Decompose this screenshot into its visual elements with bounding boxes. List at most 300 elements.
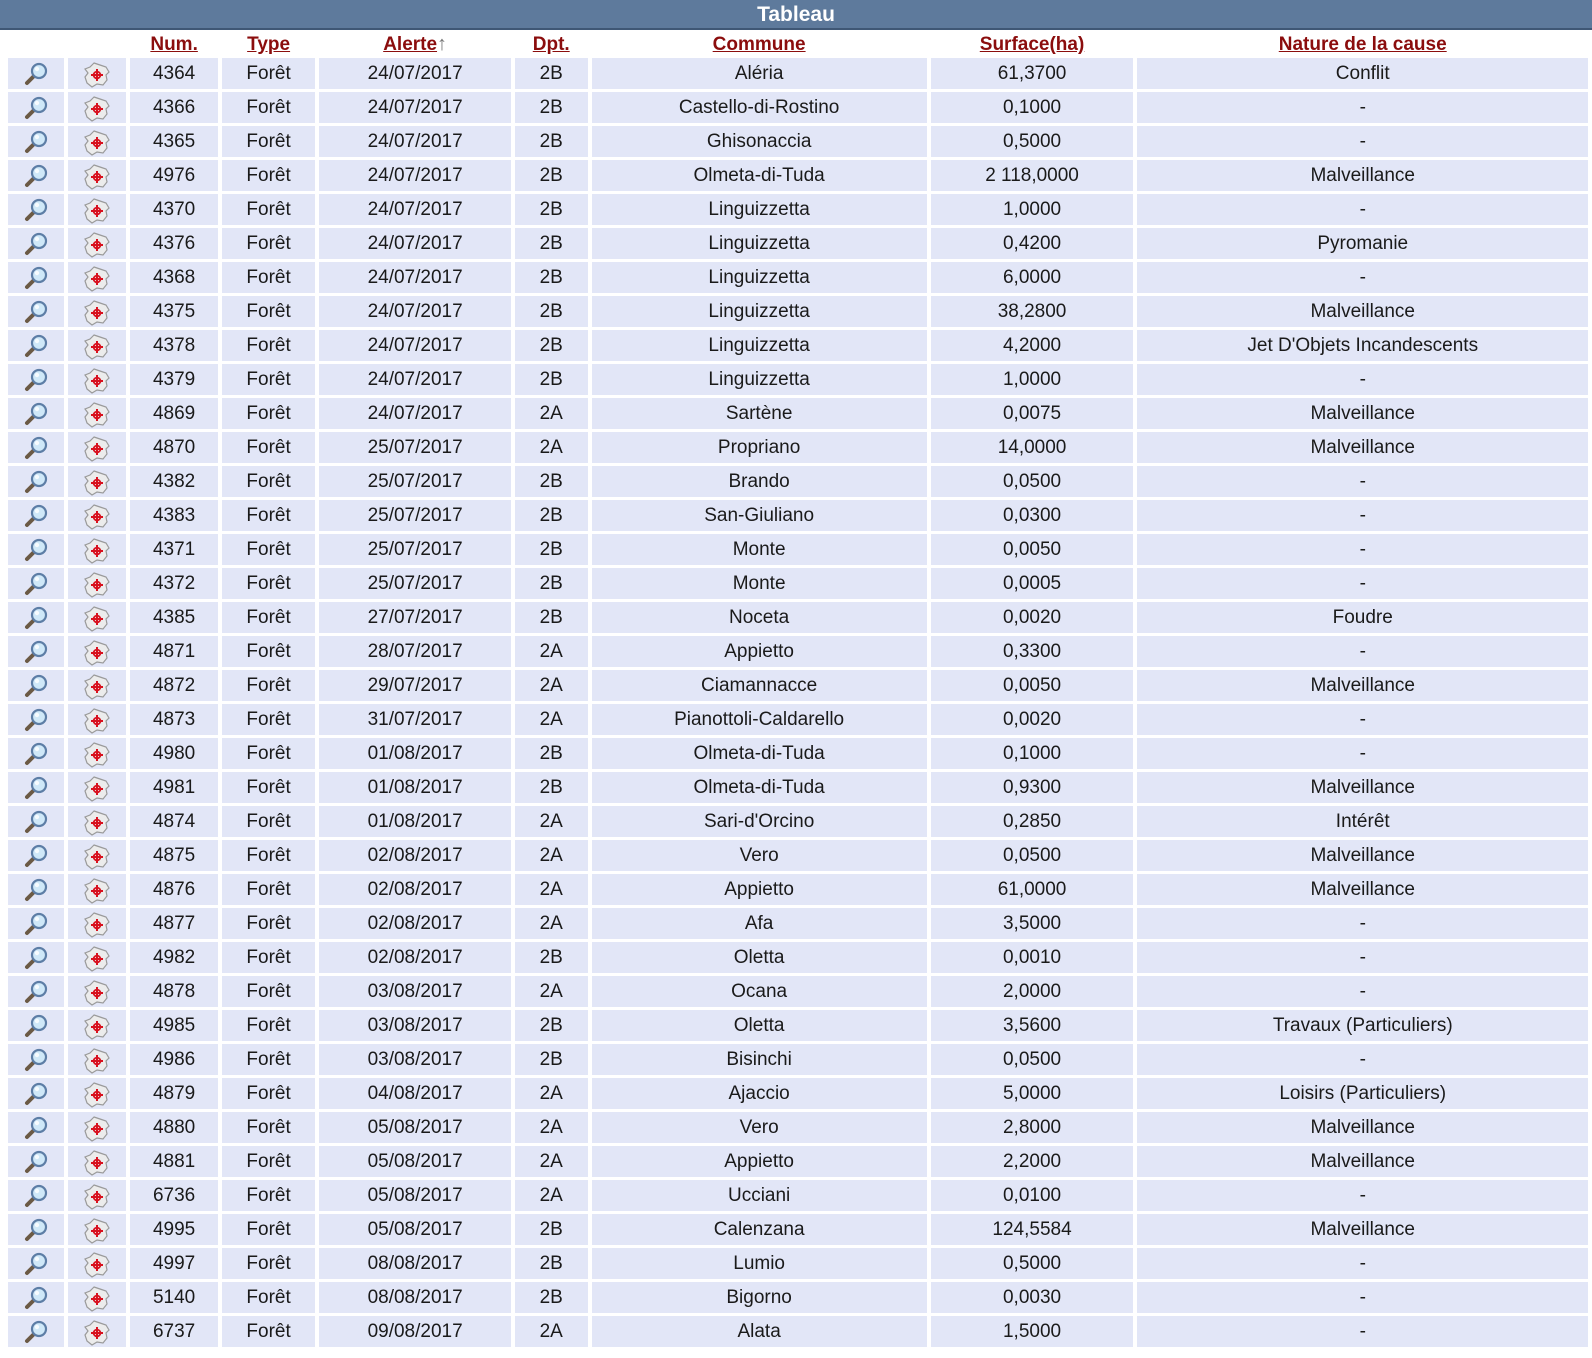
magnifier-icon[interactable]	[22, 980, 50, 1006]
sort-ascending-icon[interactable]: ↑	[437, 33, 448, 55]
cell-num: 4382	[130, 466, 217, 497]
cell-type: Forêt	[222, 1282, 316, 1313]
magnifier-icon[interactable]	[22, 776, 50, 802]
france-map-icon[interactable]	[82, 1285, 112, 1313]
france-map-icon[interactable]	[82, 95, 112, 123]
cell-alerte: 24/07/2017	[319, 160, 510, 191]
magnifier-icon[interactable]	[22, 130, 50, 156]
view-cell[interactable]	[8, 1078, 64, 1109]
cell-cause: -	[1137, 126, 1588, 157]
magnifier-icon[interactable]	[22, 742, 50, 768]
cell-dpt: 2B	[515, 296, 588, 327]
view-cell[interactable]	[8, 1214, 64, 1245]
cell-commune: Castello-di-Rostino	[592, 92, 927, 123]
header-cause[interactable]: Nature de la cause	[1278, 34, 1447, 55]
cell-surface: 0,5000	[931, 1248, 1134, 1279]
view-cell[interactable]	[8, 1316, 64, 1347]
cell-alerte: 29/07/2017	[319, 670, 510, 701]
view-cell[interactable]	[8, 738, 64, 769]
map-cell[interactable]	[68, 1282, 126, 1313]
magnifier-icon[interactable]	[22, 470, 50, 496]
cell-type: Forêt	[222, 908, 316, 939]
map-cell[interactable]	[68, 1146, 126, 1177]
cell-commune: Bisinchi	[592, 1044, 927, 1075]
cell-surface: 61,0000	[931, 874, 1134, 905]
cell-type: Forêt	[222, 806, 316, 837]
view-cell[interactable]	[8, 976, 64, 1007]
view-cell[interactable]	[8, 636, 64, 667]
magnifier-icon[interactable]	[22, 844, 50, 870]
cell-alerte: 08/08/2017	[319, 1282, 510, 1313]
france-map-icon[interactable]	[82, 401, 112, 429]
map-cell[interactable]	[68, 398, 126, 429]
view-cell[interactable]	[8, 1146, 64, 1177]
france-map-icon[interactable]	[82, 639, 112, 667]
cell-type: Forêt	[222, 704, 316, 735]
cell-surface: 0,1000	[931, 92, 1134, 123]
cell-type: Forêt	[222, 738, 316, 769]
cell-cause: Malveillance	[1137, 432, 1588, 463]
view-cell[interactable]	[8, 602, 64, 633]
cell-num: 4872	[130, 670, 217, 701]
cell-type: Forêt	[222, 976, 316, 1007]
cell-num: 4366	[130, 92, 217, 123]
cell-alerte: 03/08/2017	[319, 1010, 510, 1041]
table-row	[8, 228, 1588, 259]
cell-surface: 38,2800	[931, 296, 1134, 327]
cell-dpt: 2A	[515, 670, 588, 701]
cell-alerte: 01/08/2017	[319, 738, 510, 769]
view-cell[interactable]	[8, 126, 64, 157]
france-map-icon[interactable]	[82, 877, 112, 905]
france-map-icon[interactable]	[82, 503, 112, 531]
france-map-icon[interactable]	[82, 435, 112, 463]
cell-surface: 2,2000	[931, 1146, 1134, 1177]
map-cell[interactable]	[68, 738, 126, 769]
map-cell[interactable]	[68, 806, 126, 837]
cell-alerte: 02/08/2017	[319, 942, 510, 973]
map-cell[interactable]	[68, 908, 126, 939]
cell-num: 4980	[130, 738, 217, 769]
table-row	[8, 330, 1588, 361]
france-map-icon[interactable]	[82, 1217, 112, 1245]
magnifier-icon[interactable]	[22, 300, 50, 326]
cell-alerte: 05/08/2017	[319, 1146, 510, 1177]
magnifier-icon[interactable]	[22, 402, 50, 428]
table-row	[8, 1282, 1588, 1313]
france-map-icon[interactable]	[82, 843, 112, 871]
view-cell[interactable]	[8, 942, 64, 973]
map-cell[interactable]	[68, 874, 126, 905]
view-cell[interactable]	[8, 296, 64, 327]
cell-surface: 2,0000	[931, 976, 1134, 1007]
cell-cause: Travaux (Particuliers)	[1137, 1010, 1588, 1041]
cell-dpt: 2A	[515, 1180, 588, 1211]
france-map-icon[interactable]	[82, 299, 112, 327]
france-map-icon[interactable]	[82, 333, 112, 361]
cell-num: 4875	[130, 840, 217, 871]
france-map-icon[interactable]	[82, 367, 112, 395]
cell-type: Forêt	[222, 1248, 316, 1279]
cell-alerte: 27/07/2017	[319, 602, 510, 633]
map-cell[interactable]	[68, 1078, 126, 1109]
cell-alerte: 24/07/2017	[319, 364, 510, 395]
cell-commune: Oletta	[592, 942, 927, 973]
magnifier-icon[interactable]	[22, 674, 50, 700]
view-cell[interactable]	[8, 500, 64, 531]
cell-num: 4383	[130, 500, 217, 531]
cell-type: Forêt	[222, 874, 316, 905]
cell-surface: 0,0020	[931, 704, 1134, 735]
table-row	[8, 568, 1588, 599]
map-cell[interactable]	[68, 772, 126, 803]
map-cell[interactable]	[68, 262, 126, 293]
map-cell[interactable]	[68, 670, 126, 701]
magnifier-icon[interactable]	[22, 1320, 50, 1346]
cell-alerte: 24/07/2017	[319, 92, 510, 123]
view-cell[interactable]	[8, 58, 64, 89]
france-map-icon[interactable]	[82, 197, 112, 225]
cell-type: Forêt	[222, 772, 316, 803]
cell-type: Forêt	[222, 1146, 316, 1177]
view-cell[interactable]	[8, 330, 64, 361]
magnifier-icon[interactable]	[22, 62, 50, 88]
map-cell[interactable]	[68, 296, 126, 327]
cell-type: Forêt	[222, 262, 316, 293]
magnifier-icon[interactable]	[22, 96, 50, 122]
map-cell[interactable]	[68, 58, 126, 89]
magnifier-icon[interactable]	[22, 1218, 50, 1244]
cell-surface: 0,0500	[931, 466, 1134, 497]
table-row	[8, 500, 1588, 531]
france-map-icon[interactable]	[82, 1115, 112, 1143]
view-cell[interactable]	[8, 364, 64, 395]
view-cell[interactable]	[8, 874, 64, 905]
magnifier-icon[interactable]	[22, 164, 50, 190]
magnifier-icon[interactable]	[22, 436, 50, 462]
france-map-icon[interactable]	[82, 1183, 112, 1211]
cell-cause: -	[1137, 942, 1588, 973]
cell-dpt: 2B	[515, 772, 588, 803]
table-row	[8, 126, 1588, 157]
table-row	[8, 942, 1588, 973]
magnifier-icon[interactable]	[22, 1014, 50, 1040]
header-num[interactable]: Num.	[150, 34, 198, 55]
view-cell[interactable]	[8, 194, 64, 225]
cell-dpt: 2A	[515, 1146, 588, 1177]
cell-alerte: 24/07/2017	[319, 330, 510, 361]
cell-num: 4365	[130, 126, 217, 157]
cell-dpt: 2A	[515, 908, 588, 939]
cell-dpt: 2B	[515, 534, 588, 565]
cell-type: Forêt	[222, 194, 316, 225]
cell-commune: Alata	[592, 1316, 927, 1347]
cell-type: Forêt	[222, 602, 316, 633]
map-cell[interactable]	[68, 704, 126, 735]
view-cell[interactable]	[8, 704, 64, 735]
france-map-icon[interactable]	[82, 1149, 112, 1177]
magnifier-icon[interactable]	[22, 266, 50, 292]
cell-surface: 0,0010	[931, 942, 1134, 973]
map-cell[interactable]	[68, 330, 126, 361]
table-row	[8, 160, 1588, 191]
france-map-icon[interactable]	[82, 265, 112, 293]
cell-alerte: 05/08/2017	[319, 1214, 510, 1245]
cell-type: Forêt	[222, 160, 316, 191]
header-alerte-label[interactable]: Alerte	[383, 34, 438, 55]
france-map-icon[interactable]	[82, 1047, 112, 1075]
cell-type: Forêt	[222, 364, 316, 395]
cell-dpt: 2A	[515, 1316, 588, 1347]
map-cell[interactable]	[68, 92, 126, 123]
map-cell[interactable]	[68, 942, 126, 973]
header-surface[interactable]: Surface(ha)	[979, 34, 1085, 55]
cell-surface: 0,2850	[931, 806, 1134, 837]
cell-alerte: 25/07/2017	[319, 466, 510, 497]
view-cell[interactable]	[8, 908, 64, 939]
magnifier-icon[interactable]	[22, 1286, 50, 1312]
cell-surface: 0,9300	[931, 772, 1134, 803]
magnifier-icon[interactable]	[22, 1116, 50, 1142]
cell-commune: Linguizzetta	[592, 296, 927, 327]
france-map-icon[interactable]	[82, 129, 112, 157]
map-cell[interactable]	[68, 228, 126, 259]
cell-dpt: 2B	[515, 466, 588, 497]
cell-dpt: 2A	[515, 398, 588, 429]
magnifier-icon[interactable]	[22, 606, 50, 632]
magnifier-icon[interactable]	[22, 708, 50, 734]
cell-surface: 0,4200	[931, 228, 1134, 259]
france-map-icon[interactable]	[82, 707, 112, 735]
view-cell[interactable]	[8, 1010, 64, 1041]
magnifier-icon[interactable]	[22, 1082, 50, 1108]
view-cell[interactable]	[8, 1282, 64, 1313]
table-row	[8, 1146, 1588, 1177]
cell-commune: Olmeta-di-Tuda	[592, 772, 927, 803]
cell-commune: Oletta	[592, 1010, 927, 1041]
table-row	[8, 466, 1588, 497]
cell-alerte: 24/07/2017	[319, 296, 510, 327]
france-map-icon[interactable]	[82, 1013, 112, 1041]
cell-surface: 0,0500	[931, 840, 1134, 871]
cell-type: Forêt	[222, 296, 316, 327]
map-cell[interactable]	[68, 1214, 126, 1245]
view-cell[interactable]	[8, 92, 64, 123]
cell-dpt: 2B	[515, 1248, 588, 1279]
france-map-icon[interactable]	[82, 231, 112, 259]
cell-num: 4881	[130, 1146, 217, 1177]
view-cell[interactable]	[8, 534, 64, 565]
view-cell[interactable]	[8, 568, 64, 599]
cell-dpt: 2A	[515, 1112, 588, 1143]
cell-cause: Malveillance	[1137, 772, 1588, 803]
cell-commune: San-Giuliano	[592, 500, 927, 531]
map-cell[interactable]	[68, 636, 126, 667]
cell-type: Forêt	[222, 432, 316, 463]
view-cell[interactable]	[8, 670, 64, 701]
view-cell[interactable]	[8, 228, 64, 259]
view-cell[interactable]	[8, 398, 64, 429]
cell-commune: Aléria	[592, 58, 927, 89]
cell-dpt: 2A	[515, 874, 588, 905]
map-cell[interactable]	[68, 976, 126, 1007]
cell-cause: Loisirs (Particuliers)	[1137, 1078, 1588, 1109]
cell-commune: Ucciani	[592, 1180, 927, 1211]
cell-alerte: 24/07/2017	[319, 58, 510, 89]
view-cell[interactable]	[8, 1248, 64, 1279]
magnifier-icon[interactable]	[22, 198, 50, 224]
fires-table	[4, 31, 1592, 1350]
france-map-icon[interactable]	[82, 911, 112, 939]
magnifier-icon[interactable]	[22, 538, 50, 564]
magnifier-icon[interactable]	[22, 1150, 50, 1176]
cell-num: 4997	[130, 1248, 217, 1279]
map-cell[interactable]	[68, 1112, 126, 1143]
france-map-icon[interactable]	[82, 979, 112, 1007]
cell-surface: 2,8000	[931, 1112, 1134, 1143]
france-map-icon[interactable]	[82, 571, 112, 599]
header-commune[interactable]: Commune	[712, 34, 806, 55]
cell-dpt: 2B	[515, 1010, 588, 1041]
france-map-icon[interactable]	[82, 1251, 112, 1279]
header-alerte[interactable]	[319, 34, 510, 55]
cell-type: Forêt	[222, 534, 316, 565]
map-cell[interactable]	[68, 126, 126, 157]
cell-num: 4877	[130, 908, 217, 939]
cell-commune: Propriano	[592, 432, 927, 463]
cell-num: 4876	[130, 874, 217, 905]
table-row	[8, 602, 1588, 633]
cell-surface: 1,0000	[931, 194, 1134, 225]
cell-dpt: 2A	[515, 806, 588, 837]
magnifier-icon[interactable]	[22, 810, 50, 836]
france-map-icon[interactable]	[82, 673, 112, 701]
france-map-icon[interactable]	[82, 1319, 112, 1347]
france-map-icon[interactable]	[82, 945, 112, 973]
magnifier-icon[interactable]	[22, 878, 50, 904]
cell-dpt: 2B	[515, 126, 588, 157]
map-cell[interactable]	[68, 840, 126, 871]
magnifier-icon[interactable]	[22, 1184, 50, 1210]
cell-commune: Appietto	[592, 874, 927, 905]
cell-alerte: 02/08/2017	[319, 840, 510, 871]
magnifier-icon[interactable]	[22, 572, 50, 598]
cell-type: Forêt	[222, 228, 316, 259]
cell-cause: -	[1137, 1044, 1588, 1075]
map-cell[interactable]	[68, 466, 126, 497]
map-cell[interactable]	[68, 1044, 126, 1075]
view-cell[interactable]	[8, 772, 64, 803]
cell-dpt: 2B	[515, 92, 588, 123]
view-cell[interactable]	[8, 1112, 64, 1143]
view-cell[interactable]	[8, 840, 64, 871]
cell-num: 4981	[130, 772, 217, 803]
france-map-icon[interactable]	[82, 1081, 112, 1109]
magnifier-icon[interactable]	[22, 1048, 50, 1074]
view-cell[interactable]	[8, 806, 64, 837]
france-map-icon[interactable]	[82, 605, 112, 633]
view-cell[interactable]	[8, 1044, 64, 1075]
cell-num: 4870	[130, 432, 217, 463]
cell-num: 4372	[130, 568, 217, 599]
cell-num: 4986	[130, 1044, 217, 1075]
view-cell[interactable]	[8, 432, 64, 463]
cell-dpt: 2B	[515, 942, 588, 973]
map-cell[interactable]	[68, 1010, 126, 1041]
table-row	[8, 1044, 1588, 1075]
magnifier-icon[interactable]	[22, 368, 50, 394]
cell-commune: Lumio	[592, 1248, 927, 1279]
map-cell[interactable]	[68, 160, 126, 191]
map-cell[interactable]	[68, 568, 126, 599]
view-cell[interactable]	[8, 160, 64, 191]
magnifier-icon[interactable]	[22, 1252, 50, 1278]
france-map-icon[interactable]	[82, 741, 112, 769]
france-map-icon[interactable]	[82, 537, 112, 565]
cell-surface: 4,2000	[931, 330, 1134, 361]
cell-surface: 0,0005	[931, 568, 1134, 599]
map-cell[interactable]	[68, 534, 126, 565]
cell-surface: 5,0000	[931, 1078, 1134, 1109]
france-map-icon[interactable]	[82, 809, 112, 837]
cell-commune: Ciamannacce	[592, 670, 927, 701]
cell-cause: -	[1137, 1248, 1588, 1279]
cell-commune: Ocana	[592, 976, 927, 1007]
magnifier-icon[interactable]	[22, 946, 50, 972]
map-cell[interactable]	[68, 1316, 126, 1347]
map-cell[interactable]	[68, 364, 126, 395]
magnifier-icon[interactable]	[22, 334, 50, 360]
magnifier-icon[interactable]	[22, 232, 50, 258]
france-map-icon[interactable]	[82, 775, 112, 803]
cell-cause: -	[1137, 636, 1588, 667]
view-cell[interactable]	[8, 1180, 64, 1211]
map-cell[interactable]	[68, 432, 126, 463]
map-cell[interactable]	[68, 602, 126, 633]
cell-alerte: 31/07/2017	[319, 704, 510, 735]
magnifier-icon[interactable]	[22, 640, 50, 666]
table-row	[8, 58, 1588, 89]
header-type[interactable]: Type	[247, 34, 291, 55]
france-map-icon[interactable]	[82, 469, 112, 497]
map-cell[interactable]	[68, 1180, 126, 1211]
magnifier-icon[interactable]	[22, 912, 50, 938]
magnifier-icon[interactable]	[22, 504, 50, 530]
header-dpt[interactable]: Dpt.	[532, 34, 570, 55]
cell-dpt: 2A	[515, 432, 588, 463]
france-map-icon[interactable]	[82, 61, 112, 89]
view-cell[interactable]	[8, 466, 64, 497]
cell-dpt: 2B	[515, 58, 588, 89]
cell-num: 4869	[130, 398, 217, 429]
cell-surface: 1,5000	[931, 1316, 1134, 1347]
cell-commune: Linguizzetta	[592, 262, 927, 293]
cell-commune: Vero	[592, 840, 927, 871]
cell-dpt: 2B	[515, 1044, 588, 1075]
map-cell[interactable]	[68, 500, 126, 531]
cell-type: Forêt	[222, 330, 316, 361]
cell-surface: 0,1000	[931, 738, 1134, 769]
cell-alerte: 02/08/2017	[319, 874, 510, 905]
view-cell[interactable]	[8, 262, 64, 293]
map-cell[interactable]	[68, 194, 126, 225]
map-cell[interactable]	[68, 1248, 126, 1279]
table-row	[8, 398, 1588, 429]
cell-alerte: 01/08/2017	[319, 806, 510, 837]
france-map-icon[interactable]	[82, 163, 112, 191]
cell-alerte: 25/07/2017	[319, 568, 510, 599]
cell-dpt: 2B	[515, 738, 588, 769]
